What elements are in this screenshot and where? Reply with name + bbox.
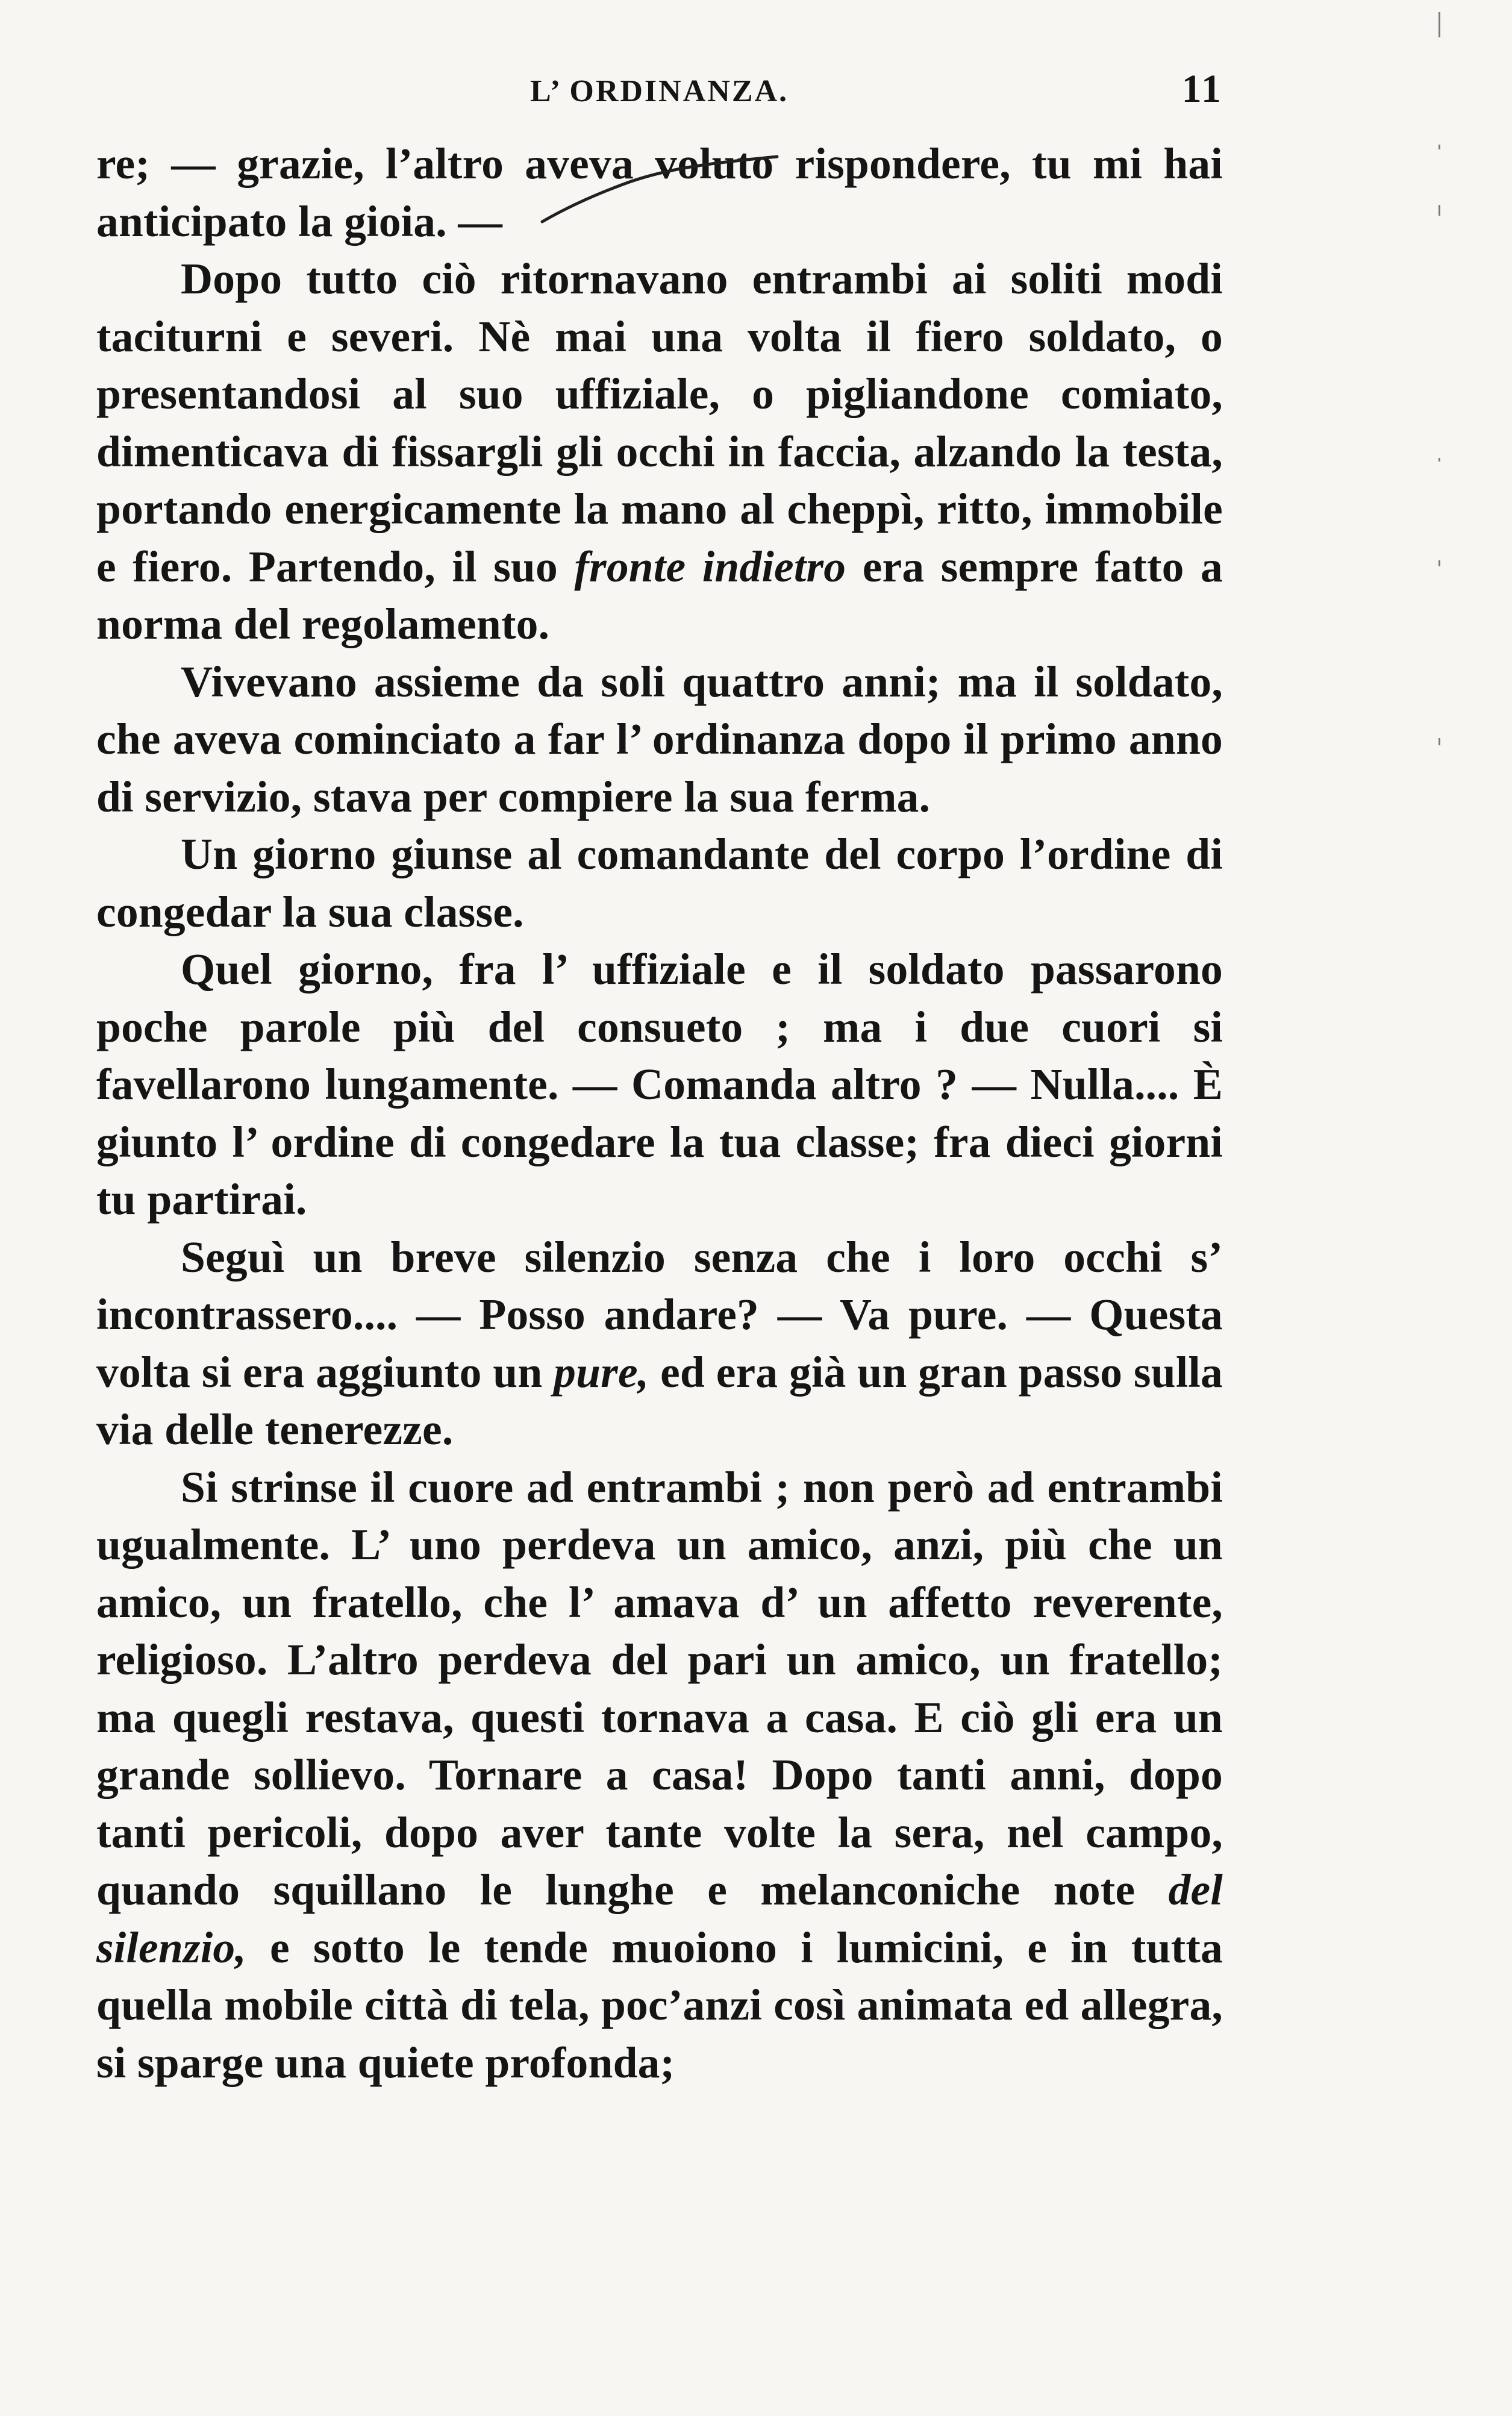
paragraph: [96, 825, 1223, 940]
running-head: [96, 66, 1223, 114]
page-number: 11: [1181, 67, 1223, 111]
paragraph: [96, 940, 1223, 1228]
paragraph-text-tail: e sotto le tende muoiono i lumicini, e in tutta quella mobile città di tela, poc’anzi così animata ed allegra, si sparge una quiete profonda;: [96, 1923, 1223, 2087]
body-text: [96, 135, 1223, 2091]
italic-phrase: fronte indietro: [574, 542, 846, 591]
paragraph: [96, 250, 1223, 653]
paragraph-text: Seguì un breve silenzio senza che i loro occhi s’ incontrassero.... — Posso andare? — Va pure. — Questa volta si era aggiunto un: [96, 1232, 1223, 1397]
scan-edge-marks: [1432, 0, 1447, 843]
paragraph-text: Un giorno giunse al comandante del corpo l’ordine di congedar la sua classe.: [96, 830, 1223, 936]
paragraph-text: Dopo tutto ciò ritornavano entrambi ai soliti modi taciturni e severi. Nè mai una volta il fiero soldato, o presentandosi al suo uffiziale, o pigliandone comiato, dimenticava di fissargli gli occhi in faccia, alzando la testa, portando energicamente la mano al cheppì, ritto, immobile e fiero. Partendo, il suo: [96, 254, 1223, 591]
paragraph: [96, 1459, 1223, 2092]
paragraph-text-tail: ed era già un gran passo sulla via delle tenerezze.: [96, 1347, 1223, 1454]
paragraph-text-tail: era sempre fatto a norma del regolamento.: [96, 542, 1223, 648]
book-page: [96, 66, 1223, 2091]
paragraph: [96, 653, 1223, 826]
paragraph: [96, 1228, 1223, 1459]
paragraph-text: Vivevano assieme da soli quattro anni; ma il soldato, che aveva cominciato a far l’ ordinanza dopo il primo anno di servizio, stava per compiere la sua ferma.: [96, 657, 1223, 821]
italic-phrase: del silenzio,: [96, 1865, 1223, 1972]
italic-phrase: pure,: [554, 1347, 649, 1397]
paragraph-text: re; — grazie, l’altro aveva voluto rispondere, tu mi hai anticipato la gioia. —: [96, 139, 1223, 246]
running-title: L’ ORDINANZA.: [530, 74, 789, 108]
paragraph-text: Quel giorno, fra l’ uffiziale e il soldato passarono poche parole più del consueto ; ma i due cuori si favellarono lungamente. — Comanda altro ? — Nulla.... È giunto l’ ordine di congedare la tua classe; fra dieci giorni tu partirai.: [96, 945, 1223, 1224]
paragraph-text: Si strinse il cuore ad entrambi ; non però ad entrambi ugualmente. L’ uno perdeva un amico, anzi, più che un amico, un fratello, che l’ amava d’ un affetto reverente, religioso. L’altro perdeva del pari un amico, un fratello; ma quegli restava, questi tornava a casa. E ciò gli era un grande sollievo. Tornare a casa! Dopo tanti anni, dopo tanti pericoli, dopo aver tante volte la sera, nel campo, quando squillano le lunghe e melanconiche note: [96, 1462, 1223, 1914]
pen-underline-mark: [533, 139, 786, 229]
